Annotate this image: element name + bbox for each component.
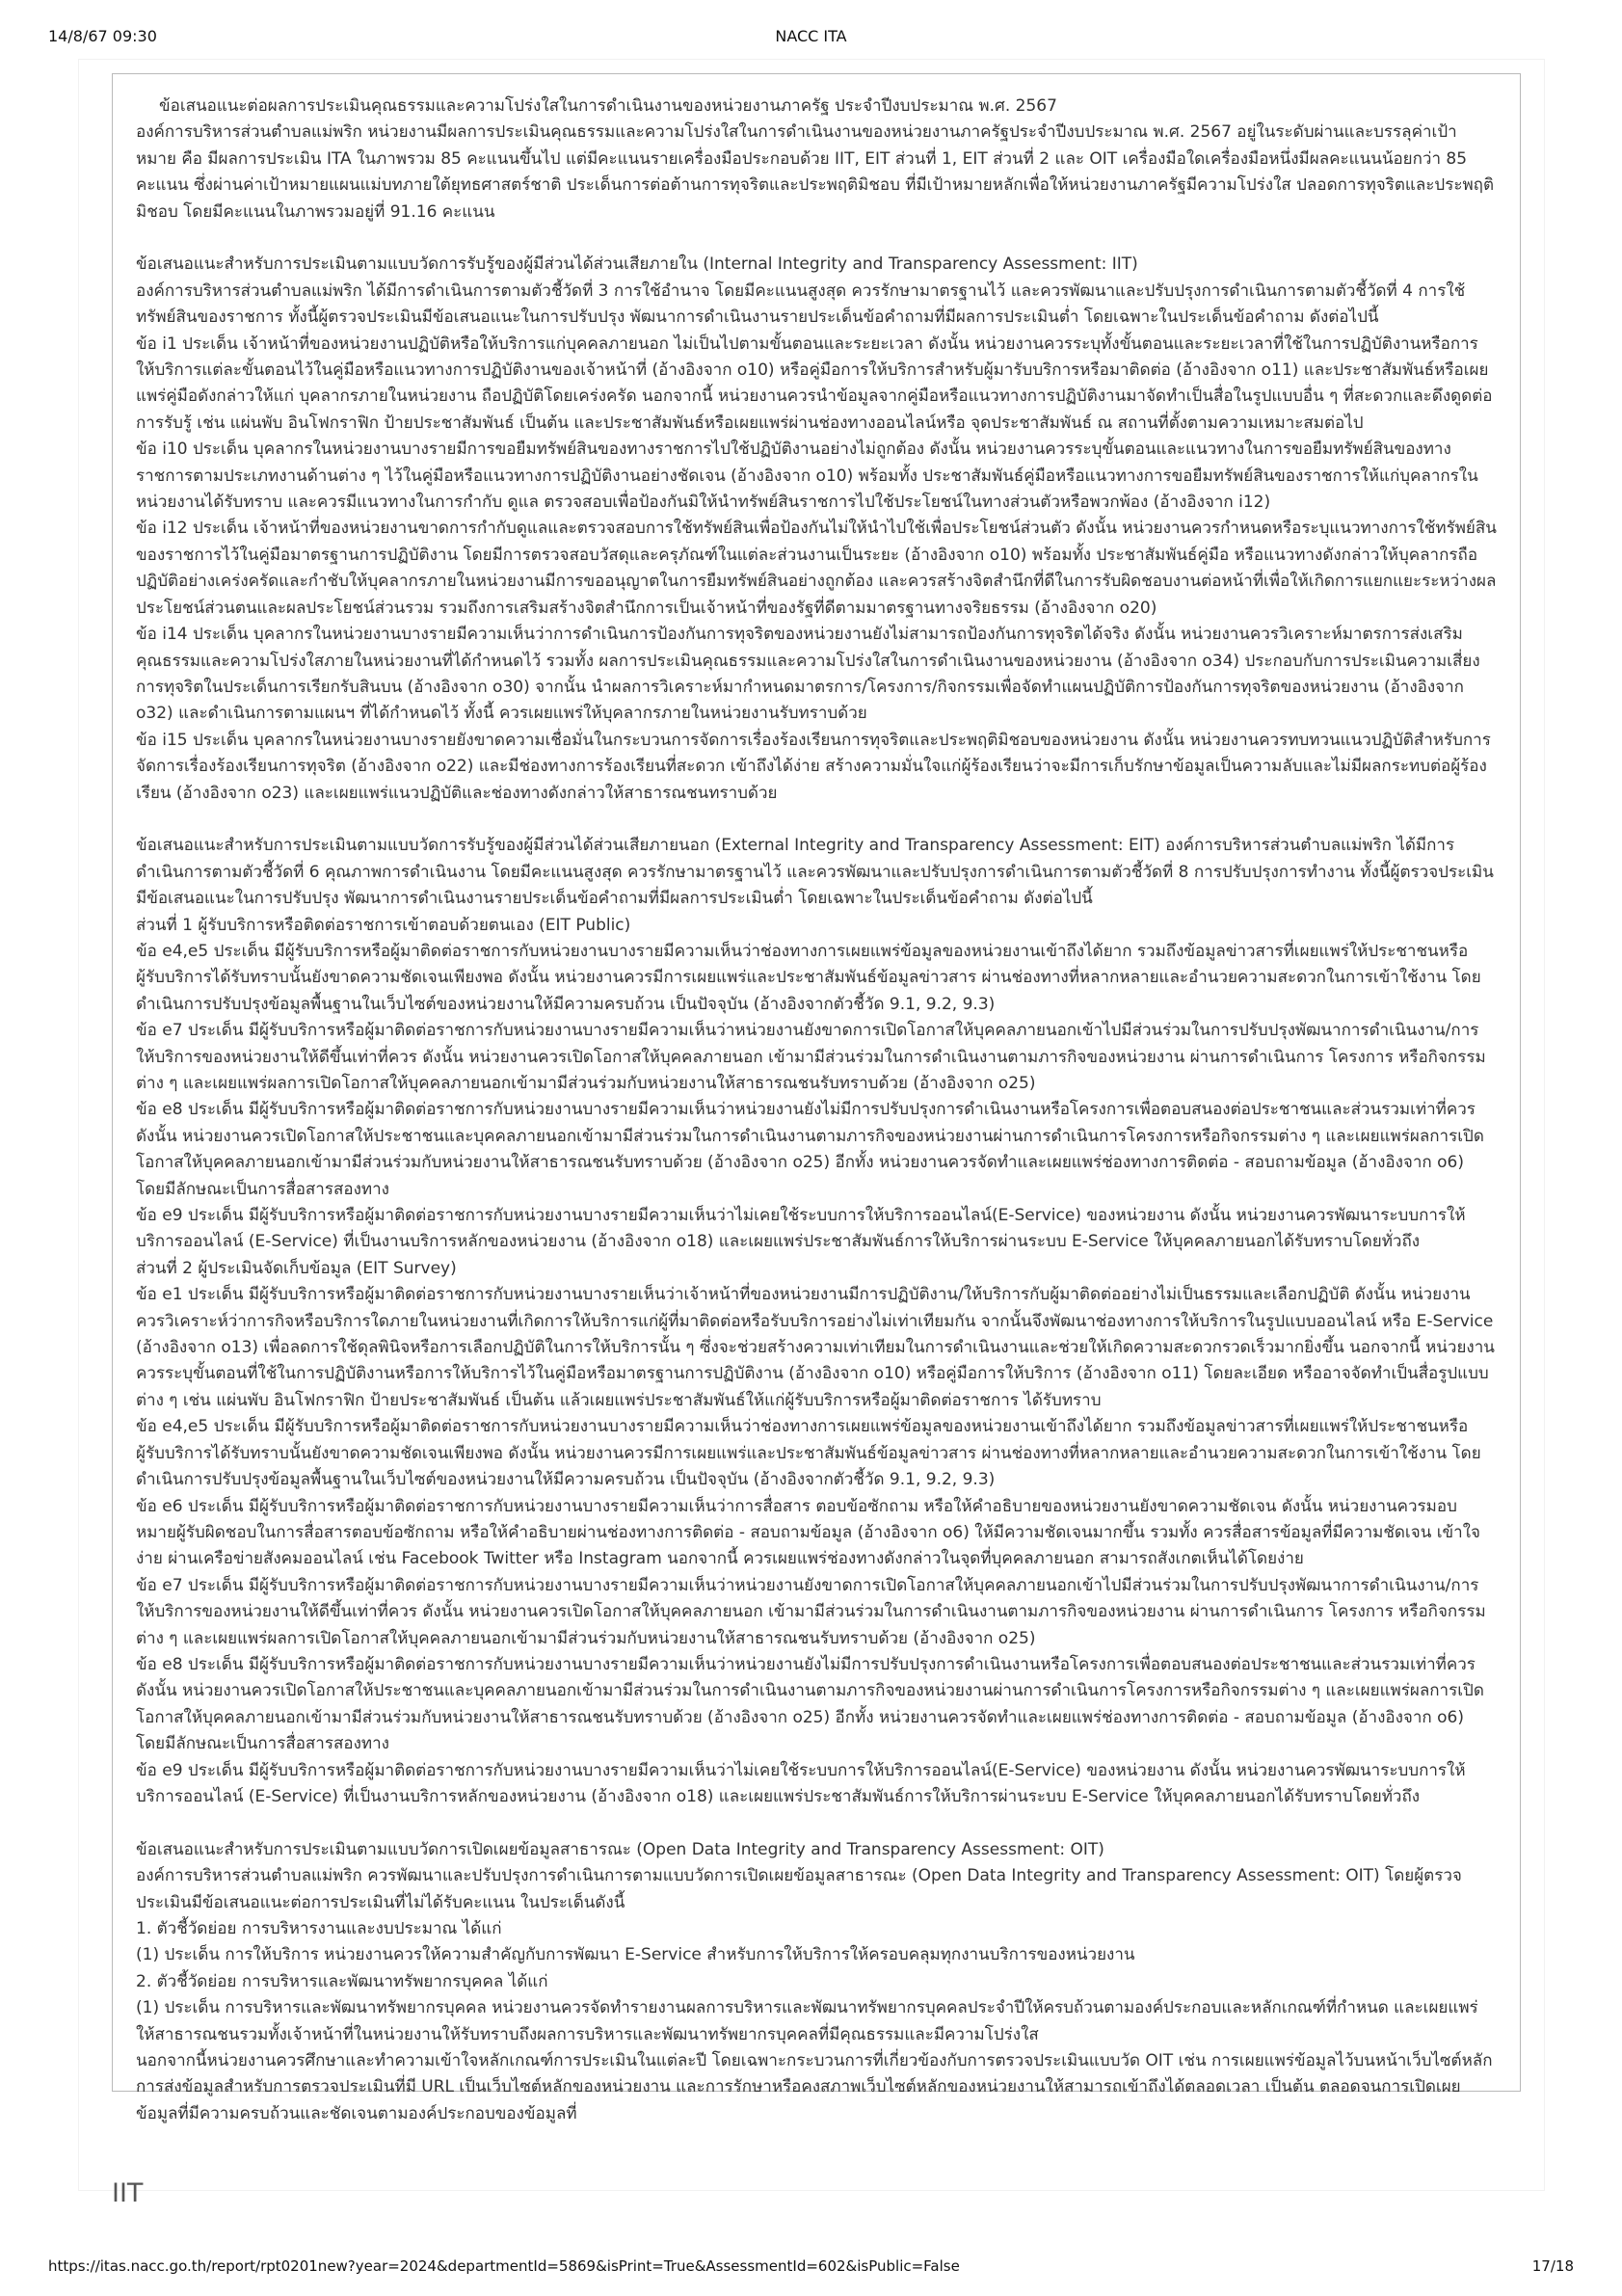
paragraph: ส่วนที่ 1 ผู้รับบริการหรือติดต่อราชการเข้าตอบด้วยตนเอง (EIT Public) <box>136 915 631 935</box>
paragraph: (1) ประเด็น การบริหารและพัฒนาทรัพยากรบุคคล หน่วยงานควรจัดทำรายงานผลการบริหารและพัฒนาทรัพยากรบุคคลประจำปีให้ครบถ้วนตามองค์ประกอบและหลักเกณฑ์ที่กำหนด และเผยแพร่ให้สาธารณชนรวมทั้งเจ้าหน้าที่ในหน่วยงานให้รับทราบถึงผลการบริหารและพัฒนาทรัพยากรบุคคลที่มีคุณธรรมและมีความโปร่งใส <box>136 1998 1478 2044</box>
paragraph: องค์การบริหารส่วนตำบลแม่พริก หน่วยงานมีผลการประเมินคุณธรรมและความโปร่งใสในการดำเนินงานของหน่วยงานภาครัฐประจำปีงบประมาณ พ.ศ. 2567 อยู่ในระดับผ่านและบรรลุค่าเป้าหมาย คือ มีผลการประเมิน ITA ในภาพรวม 85 คะแนนขึ้นไป แต่มีคะแนนรายเครื่องมือประกอบด้วย IIT, EIT ส่วนที่ 1, EIT ส่วนที่ 2 และ OIT เครื่องมือใดเครื่องมือหนึ่งมีผลคะแนนน้อยกว่า 85 คะแนน ซึ่งผ่านค่าเป้าหมายแผนแม่บทภายใต้ยุทธศาสตร์ชาติ ประเด็นการต่อต้านการทุจริตและประพฤติมิชอบ ที่มีเป้าหมายหลักเพื่อให้หน่วยงานภาครัฐมีความโปร่งใส ปลอดการทุจริตและประพฤติมิชอบ โดยมีคะแนนในภาพรวมอยู่ที่ 91.16 คะแนน <box>136 122 1495 222</box>
paragraph: ข้อ i14 ประเด็น บุคลากรในหน่วยงานบางรายมีความเห็นว่าการดำเนินการป้องกันการทุจริตของหน่วยงานยังไม่สามารถป้องกันการทุจริตได้จริง ดังนั้น หน่วยงานควรวิเคราะห์มาตรการส่งเสริมคุณธรรมและความโปร่งใสภายในหน่วยงานที่ได้กำหนดไว้ รวมทั้ง ผลการประเมินคุณธรรมและความโปร่งใสในการดำเนินงานของหน่วยงาน (อ้างอิงจาก o34) ประกอบกับการประเมินความเสี่ยงการทุจริตในประเด็นการเรียกรับสินบน (อ้างอิงจาก o30) จากนั้น นำผลการวิเคราะห์มากำหนดมาตรการ/โครงการ/กิจกรรมเพื่อจัดทำแผนปฏิบัติการป้องกันการทุจริตของหน่วยงาน (อ้างอิงจาก o32) และดำเนินการตามแผนฯ ที่ได้กำหนดไว้ ทั้งนี้ ควรเผยแพร่ให้บุคลากรภายในหน่วยงานรับทราบด้วย <box>136 625 1480 724</box>
paragraph: นอกจากนี้หน่วยงานควรศึกษาและทำความเข้าใจหลักเกณฑ์การประเมินในแต่ละปี โดยเฉพาะกระบวนการที่เกี่ยวข้องกับการตรวจประเมินแบบวัด OIT เช่น การเผยแพร่ข้อมูลไว้บนหน้าเว็บไซต์หลัก การส่งข้อมูลสำหรับการตรวจประเมินที่มี URL เป็นเว็บไซต์หลักของหน่วยงาน และการรักษาหรือคงสภาพเว็บไซต์หลักของหน่วยงานให้สามารถเข้าถึงได้ตลอดเวลา เป็นต้น ตลอดจนการเปิดเผยข้อมูลที่มีความครบถ้วนและชัดเจนตามองค์ประกอบของข้อมูลที่ <box>136 2051 1493 2123</box>
paragraph: ข้อ e4,e5 ประเด็น มีผู้รับบริการหรือผู้มาติดต่อราชการกับหน่วยงานบางรายมีความเห็นว่าช่องทางการเผยแพร่ข้อมูลของหน่วยงานเข้าถึงได้ยาก รวมถึงข้อมูลข่าวสารที่เผยแพร่ให้ประชาชนหรือผู้รับบริการได้รับทราบนั้นยังขาดความชัดเจนเพียงพอ ดังนั้น หน่วยงานควรมีการเผยแพร่และประชาสัมพันธ์ข้อมูลข่าวสาร ผ่านช่องทางที่หลากหลายและอำนวยความสะดวกในการเข้าใช้งาน โดยดำเนินการปรับปรุงข้อมูลพื้นฐานในเว็บไซต์ของหน่วยงานให้มีความครบถ้วน เป็นปัจจุบัน (อ้างอิงจากตัวชี้วัด 9.1, 9.2, 9.3) <box>136 941 1481 1014</box>
paragraph: องค์การบริหารส่วนตำบลแม่พริก ได้มีการดำเนินการตามตัวชี้วัดที่ 3 การใช้อำนาจ โดยมีคะแนนสูงสุด ควรรักษามาตรฐานไว้ และควรพัฒนาและปรับปรุงการดำเนินการตามตัวชี้วัดที่ 4 การใช้ทรัพย์สินของราชการ ทั้งนี้ผู้ตรวจประเมินมีข้อเสนอแนะในการปรับปรุง พัฒนาการดำเนินงานรายประเด็นข้อคำถามที่มีผลการประเมินต่ำ โดยเฉพาะในประเด็นข้อคำถาม ดังต่อไปนี้ <box>136 280 1466 328</box>
paragraph-spacer <box>136 226 1497 252</box>
paragraph: ข้อ e7 ประเด็น มีผู้รับบริการหรือผู้มาติดต่อราชการกับหน่วยงานบางรายมีความเห็นว่าหน่วยงานยังขาดการเปิดโอกาสให้บุคคลภายนอกเข้าไปมีส่วนร่วมในการปรับปรุงพัฒนาการดำเนินงาน/การให้บริการของหน่วยงานให้ดีขึ้นเท่าที่ควร ดังนั้น หน่วยงานควรเปิดโอกาสให้บุคคลภายนอก เข้ามามีส่วนร่วมในการดำเนินงานตามภารกิจของหน่วยงาน ผ่านการดำเนินการ โครงการ หรือกิจกรรมต่าง ๆ และเผยแพร่ผลการเปิดโอกาสให้บุคคลภายนอกเข้ามามีส่วนร่วมกับหน่วยงานให้สาธารณชนรับทราบด้วย (อ้างอิงจาก o25) <box>136 1021 1486 1093</box>
paragraph: ข้อ i12 ประเด็น เจ้าหน้าที่ของหน่วยงานขาดการกำกับดูแลและตรวจสอบการใช้ทรัพย์สินเพื่อป้องกันไม่ให้นำไปใช้เพื่อประโยชน์ส่วนตัว ดังนั้น หน่วยงานควรกำหนดหรือระบุแนวทางการใช้ทรัพย์สินของราชการไว้ในคู่มือมาตรฐานการปฏิบัติงาน โดยมีการตรวจสอบวัสดุและครุภัณฑ์ในแต่ละส่วนงานเป็นระยะ (อ้างอิงจาก o10) พร้อมทั้ง ประชาสัมพันธ์คู่มือ หรือแนวทางดังกล่าวให้บุคลากรถือปฏิบัติอย่างเคร่งครัดและกำชับให้บุคลากรภายในหน่วยงานมีการขออนุญาตในการยืมทรัพย์สินอย่างถูกต้อง และควรสร้างจิตสำนึกที่ดีในการรับผิดชอบงานต่อหน้าที่เพื่อให้เกิดการแยกแยะระหว่างผลประโยชน์ส่วนตนและผลประโยชน์ส่วนรวม รวมถึงการเสริมสร้างจิตสำนึกการเป็นเจ้าหน้าที่ของรัฐที่ดีตามมาตรฐานทางจริยธรรม (อ้างอิงจาก o20) <box>136 519 1497 618</box>
paragraph: ข้อ e4,e5 ประเด็น มีผู้รับบริการหรือผู้มาติดต่อราชการกับหน่วยงานบางรายมีความเห็นว่าช่องทางการเผยแพร่ข้อมูลของหน่วยงานเข้าถึงได้ยาก รวมถึงข้อมูลข่าวสารที่เผยแพร่ให้ประชาชนหรือผู้รับบริการได้รับทราบนั้นยังขาดความชัดเจนเพียงพอ ดังนั้น หน่วยงานควรมีการเผยแพร่และประชาสัมพันธ์ข้อมูลข่าวสาร ผ่านช่องทางที่หลากหลายและอำนวยความสะดวกในการเข้าใช้งาน โดยดำเนินการปรับปรุงข้อมูลพื้นฐานในเว็บไซต์ของหน่วยงานให้มีความครบถ้วน เป็นปัจจุบัน (อ้างอิงจากตัวชี้วัด 9.1, 9.2, 9.3) <box>136 1417 1481 1490</box>
paragraph: ข้อ i10 ประเด็น บุคลากรในหน่วยงานบางรายมีการขอยืมทรัพย์สินของทางราชการไปใช้ปฏิบัติงานอย่างไม่ถูกต้อง ดังนั้น หน่วยงานควรระบุขั้นตอนและแนวทางในการขอยืมทรัพย์สินของทางราชการตามประเภทงานด้านต่าง ๆ ไว้ในคู่มือหรือแนวทางการปฏิบัติงานอย่างชัดเจน (อ้างอิงจาก o10) พร้อมทั้ง ประชาสัมพันธ์คู่มือหรือแนวทางการขอยืมทรัพย์สินของราชการให้แก่บุคลากรในหน่วยงานได้รับทราบ และควรมีแนวทางในการกำกับ ดูแล ตรวจสอบเพื่อป้องกันมิให้นำทรัพย์สินราชการไปใช้ประโยชน์ในทางส่วนตัวหรือพวกพ้อง (อ้างอิงจาก i12) <box>136 440 1478 513</box>
paragraph: 2. ตัวชี้วัดย่อย การบริหารและพัฒนาทรัพยากรบุคคล ได้แก่ <box>136 1971 548 1991</box>
paragraph: ข้อ e7 ประเด็น มีผู้รับบริการหรือผู้มาติดต่อราชการกับหน่วยงานบางรายมีความเห็นว่าหน่วยงานยังขาดการเปิดโอกาสให้บุคคลภายนอกเข้าไปมีส่วนร่วมในการปรับปรุงพัฒนาการดำเนินงาน/การให้บริการของหน่วยงานให้ดีขึ้นเท่าที่ควร ดังนั้น หน่วยงานควรเปิดโอกาสให้บุคคลภายนอก เข้ามามีส่วนร่วมในการดำเนินงานตามภารกิจของหน่วยงาน ผ่านการดำเนินการ โครงการ หรือกิจกรรมต่าง ๆ และเผยแพร่ผลการเปิดโอกาสให้บุคคลภายนอกเข้ามามีส่วนร่วมกับหน่วยงานให้สาธารณชนรับทราบด้วย (อ้างอิงจาก o25) <box>136 1575 1486 1648</box>
paragraph: องค์การบริหารส่วนตำบลแม่พริก ควรพัฒนาและปรับปรุงการดำเนินการตามแบบวัดการเปิดเผยข้อมูลสาธารณะ (Open Data Integrity and Transparency Assessment: OIT) โดยผู้ตรวจประเมินมีข้อเสนอแนะต่อการประเมินที่ไม่ได้รับคะแนน ในประเด็นดังนี้ <box>136 1866 1462 1912</box>
page-url: https://itas.nacc.go.th/report/rpt0201new?year=2024&departmentId=5869&isPrint=True&AssessmentId=602&isPublic=False <box>48 2257 960 2275</box>
print-datetime: 14/8/67 09:30 <box>48 27 157 45</box>
paragraph: (1) ประเด็น การให้บริการ หน่วยงานควรให้ความสำคัญกับการพัฒนา E-Service สำหรับการให้บริการให้ครอบคลุมทุกงานบริการของหน่วยงาน <box>136 1945 1135 1965</box>
paragraph: ข้อ i1 ประเด็น เจ้าหน้าที่ของหน่วยงานปฏิบัติหรือให้บริการแก่บุคคลภายนอก ไม่เป็นไปตามขั้นตอนและระยะเวลา ดังนั้น หน่วยงานควรระบุทั้งขั้นตอนและระยะเวลาที่ใช้ในการปฏิบัติงานหรือการให้บริการแต่ละขั้นตอนไว้ในคู่มือหรือแนวทางการปฏิบัติงานของเจ้าหน้าที่ (อ้างอิงจาก o10) หรือคู่มือการให้บริการสำหรับผู้มารับบริการหรือมาติดต่อ (อ้างอิงจาก o11) และประชาสัมพันธ์หรือเผยแพร่คู่มือดังกล่าวให้แก่ บุคลากรภายในหน่วยงาน ถือปฏิบัติโดยเคร่งครัด นอกจากนี้ หน่วยงานควรนำข้อมูลจากคู่มือหรือแนวทางการปฏิบัติงานมาจัดทำเป็นสื่อในรูปแบบอื่น ๆ ที่สะดวกและดึงดูดต่อการรับรู้ เช่น แผ่นพับ อินโฟกราฟิก ป้ายประชาสัมพันธ์ เป็นต้น และประชาสัมพันธ์หรือเผยแพร่ผ่านช่องทางออนไลน์หรือ จุดประชาสัมพันธ์ ณ สถานที่ตั้งตามความเหมาะสมต่อไป <box>136 334 1493 433</box>
recommendations-panel <box>112 73 1521 2123</box>
paragraph: ข้อ e8 ประเด็น มีผู้รับบริการหรือผู้มาติดต่อราชการกับหน่วยงานบางรายมีความเห็นว่าหน่วยงานยังไม่มีการปรับปรุงการดำเนินงานหรือโครงการเพื่อตอบสนองต่อประชาชนและส่วนรวมเท่าที่ควร ดังนั้น หน่วยงานควรเปิดโอกาสให้ประชาชนและบุคคลภายนอกเข้ามามีส่วนร่วมในการดำเนินงานตามภารกิจของหน่วยงานผ่านการดำเนินการโครงการหรือกิจกรรมต่าง ๆ และเผยแพร่ผลการเปิดโอกาสให้บุคคลภายนอกเข้ามามีส่วนร่วมกับหน่วยงานให้สาธารณชนรับทราบด้วย (อ้างอิงจาก o25) อีกทั้ง หน่วยงานควรจัดทำและเผยแพร่ช่องทางการติดต่อ - สอบถามข้อมูล (อ้างอิงจาก o6) โดยมีลักษณะเป็นการสื่อสารสองทาง <box>136 1654 1484 1754</box>
paragraph: ข้อ e8 ประเด็น มีผู้รับบริการหรือผู้มาติดต่อราชการกับหน่วยงานบางรายมีความเห็นว่าหน่วยงานยังไม่มีการปรับปรุงการดำเนินงานหรือโครงการเพื่อตอบสนองต่อประชาชนและส่วนรวมเท่าที่ควร ดังนั้น หน่วยงานควรเปิดโอกาสให้ประชาชนและบุคคลภายนอกเข้ามามีส่วนร่วมในการดำเนินงานตามภารกิจของหน่วยงานผ่านการดำเนินการโครงการหรือกิจกรรมต่าง ๆ และเผยแพร่ผลการเปิดโอกาสให้บุคคลภายนอกเข้ามามีส่วนร่วมกับหน่วยงานให้สาธารณชนรับทราบด้วย (อ้างอิงจาก o25) อีกทั้ง หน่วยงานควรจัดทำและเผยแพร่ช่องทางการติดต่อ - สอบถามข้อมูล (อ้างอิงจาก o6) โดยมีลักษณะเป็นการสื่อสารสองทาง <box>136 1100 1484 1199</box>
paragraph: ข้อ e6 ประเด็น มีผู้รับบริการหรือผู้มาติดต่อราชการกับหน่วยงานบางรายมีความเห็นว่าการสื่อสาร ตอบข้อซักถาม หรือให้คำอธิบายของหน่วยงานยังขาดความชัดเจน ดังนั้น หน่วยงานควรมอบหมายผู้รับผิดชอบในการสื่อสารตอบข้อซักถาม หรือให้คำอธิบายผ่านช่องทางการติดต่อ - สอบถามข้อมูล (อ้างอิงจาก o6) ให้มีความชัดเจนมากขึ้น รวมทั้ง ควรสื่อสารข้อมูลที่มีความชัดเจน เข้าใจง่าย ผ่านเครือข่ายสังคมออนไลน์ เช่น Facebook Twitter หรือ Instagram นอกจากนี้ ควรเผยแพร่ช่องทางดังกล่าวในจุดที่บุคคลภายนอก สามารถสังเกตเห็นได้โดยง่าย <box>136 1496 1480 1569</box>
page-number: 17/18 <box>1531 2257 1574 2275</box>
paragraph: ข้อ e1 ประเด็น มีผู้รับบริการหรือผู้มาติดต่อราชการกับหน่วยงานบางรายเห็นว่าเจ้าหน้าที่ของหน่วยงานมีการปฏิบัติงาน/ให้บริการกับผู้มาติดต่ออย่างไม่เป็นธรรมและเลือกปฏิบัติ ดังนั้น หน่วยงานควรวิเคราะห์ว่าการกิจหรือบริการใดภายในหน่วยงานที่เกิดการให้บริการแก่ผู้ที่มาติดต่อหรือรับบริการอย่างไม่เท่าเทียมกัน จากนั้นจึงพัฒนาช่องทางการให้บริการในรูปแบบออนไลน์ หรือ E-Service (อ้างอิงจาก o13) เพื่อลดการใช้ดุลพินิจหรือการเลือกปฏิบัติในการให้บริการนั้น ๆ ซึ่งจะช่วยสร้างความเท่าเทียมในการดำเนินงานและช่วยให้เกิดความสะดวกรวดเร็วมากยิ่งขึ้น นอกจากนี้ หน่วยงานควรระบุขั้นตอนที่ใช้ในการปฏิบัติงานหรือการให้บริการไว้ในคู่มือหรือมาตรฐานการปฏิบัติงาน (อ้างอิงจาก o10) หรือคู่มือการให้บริการ (อ้างอิงจาก o11) โดยละเอียด หรืออาจจัดทำเป็นสื่อรูปแบบต่าง ๆ เช่น แผ่นพับ อินโฟกราฟิก ป้ายประชาสัมพันธ์ เป็นต้น แล้วเผยแพร่ประชาสัมพันธ์ให้แก่ผู้รับบริการหรือผู้มาติดต่อราชการ ได้รับทราบ <box>136 1285 1495 1410</box>
paragraph: ข้อ e9 ประเด็น มีผู้รับบริการหรือผู้มาติดต่อราชการกับหน่วยงานบางรายมีความเห็นว่าไม่เคยใช้ระบบการให้บริการออนไลน์(E-Service) ของหน่วยงาน ดังนั้น หน่วยงานควรพัฒนาระบบการให้บริการออนไลน์ (E-Service) ที่เป็นงานบริการหลักของหน่วยงาน (อ้างอิงจาก o18) และเผยแพร่ประชาสัมพันธ์การให้บริการผ่านระบบ E-Service ให้บุคคลภายนอกได้รับทราบโดยทั่วถึง <box>136 1206 1466 1252</box>
paragraph-spacer <box>136 807 1497 833</box>
section-label-iit: IIT <box>112 2178 144 2208</box>
paragraph: ข้อ i15 ประเด็น บุคลากรในหน่วยงานบางรายยังขาดความเชื่อมั่นในกระบวนการจัดการเรื่องร้องเรียนการทุจริตและประพฤติมิชอบของหน่วยงาน ดังนั้น หน่วยงานควรทบทวนแนวปฏิบัติสำหรับการจัดการเรื่องร้องเรียนการทุจริต (อ้างอิงจาก o22) และมีช่องทางการร้องเรียนที่สะดวก เข้าถึงได้ง่าย สร้างความมั่นใจแก่ผู้ร้องเรียนว่าจะมีการเก็บรักษาข้อมูลเป็นความลับและไม่มีผลกระทบต่อผู้ร้องเรียน (อ้างอิงจาก o23) และเผยแพร่แนวปฏิบัติและช่องทางดังกล่าวให้สาธารณชนทราบด้วย <box>136 730 1491 803</box>
paragraph: ข้อเสนอแนะสำหรับการประเมินตามแบบวัดการรับรู้ของผู้มีส่วนได้ส่วนเสียภายนอก (External Integrity and Transparency Assessment: EIT) องค์การบริหารส่วนตำบลแม่พริก ได้มีการดำเนินการตามตัวชี้วัดที่ 6 คุณภาพการดำเนินงาน โดยมีคะแนนสูงสุด ควรรักษามาตรฐานไว้ และควรพัฒนาและปรับปรุงการดำเนินการตามตัวชี้วัดที่ 8 การปรับปรุงการทำงาน ทั้งนี้ผู้ตรวจประเมินมีข้อเสนอแนะในการปรับปรุง พัฒนาการดำเนินงานรายประเด็นข้อคำถามที่มีผลการประเมินต่ำ โดยเฉพาะในประเด็นข้อคำถาม ดังต่อไปนี้ <box>136 836 1494 909</box>
paragraph: 1. ตัวชี้วัดย่อย การบริหารงานและงบประมาณ ได้แก่ <box>136 1918 502 1938</box>
paragraph: ข้อเสนอแนะสำหรับการประเมินตามแบบวัดการรับรู้ของผู้มีส่วนได้ส่วนเสียภายใน (Internal Integrity and Transparency Assessment: IIT) <box>136 254 1138 275</box>
paragraph: ส่วนที่ 2 ผู้ประเมินจัดเก็บข้อมูล (EIT Survey) <box>136 1258 457 1278</box>
paragraph: ข้อ e9 ประเด็น มีผู้รับบริการหรือผู้มาติดต่อราชการกับหน่วยงานบางรายมีความเห็นว่าไม่เคยใช้ระบบการให้บริการออนไลน์(E-Service) ของหน่วยงาน ดังนั้น หน่วยงานควรพัฒนาระบบการให้บริการออนไลน์ (E-Service) ที่เป็นงานบริการหลักของหน่วยงาน (อ้างอิงจาก o18) และเผยแพร่ประชาสัมพันธ์การให้บริการผ่านระบบ E-Service ให้บุคคลภายนอกได้รับทราบโดยทั่วถึง <box>136 1760 1466 1806</box>
paragraph: ข้อเสนอแนะต่อผลการประเมินคุณธรรมและความโปร่งใสในการดำเนินงานของหน่วยงานภาครัฐ ประจำปีงบประมาณ พ.ศ. 2567 <box>159 96 1057 116</box>
paragraph: ข้อเสนอแนะสำหรับการประเมินตามแบบวัดการเปิดเผยข้อมูลสาธารณะ (Open Data Integrity and Transparency Assessment: OIT) <box>136 1839 1104 1859</box>
site-title: NACC ITA <box>775 27 847 45</box>
paragraph-spacer <box>136 1810 1497 1836</box>
